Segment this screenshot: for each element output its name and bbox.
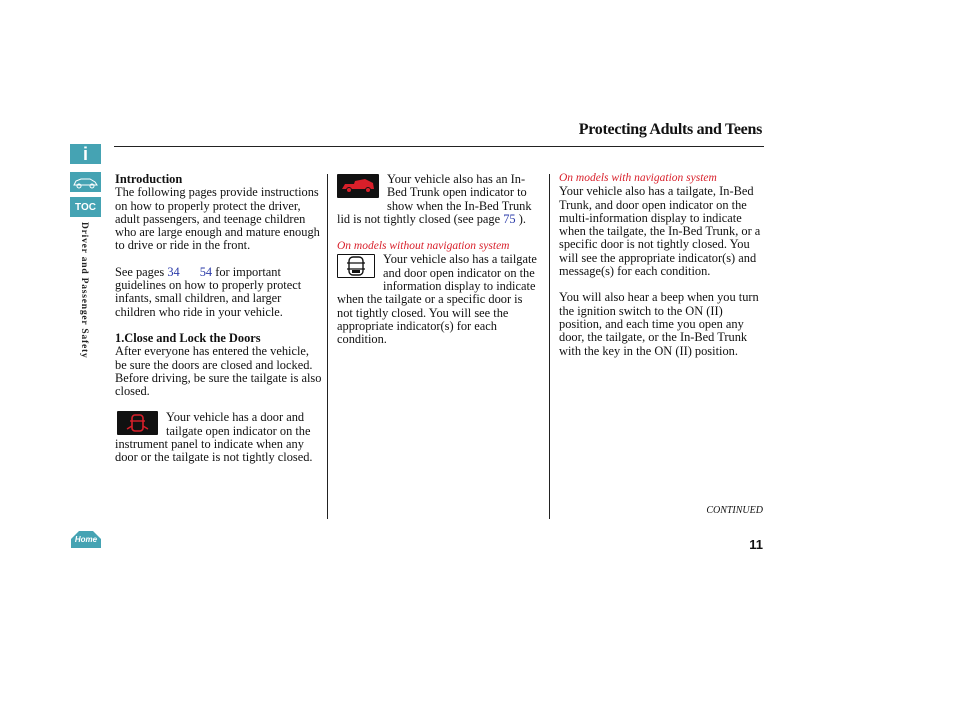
column-1: [115, 173, 323, 465]
car-icon: [70, 172, 101, 192]
page-number: 11: [749, 537, 763, 552]
trunk-open-indicator-icon: [337, 174, 379, 198]
page-link-34[interactable]: 34: [167, 264, 180, 279]
see-prefix: See pages: [115, 264, 168, 279]
page-link-54[interactable]: 54: [199, 264, 213, 279]
no-nav-paragraph: [337, 253, 541, 346]
section-label: Driver and Passenger Safety: [79, 222, 89, 359]
column-divider-1: [327, 174, 328, 519]
home-button[interactable]: [70, 530, 102, 549]
info-icon: i: [82, 144, 88, 164]
beep-text: You will also hear a beep when you turn the ignition switch to the ON (II) position, and each time you open any door, the tailgate, or the In-Bed Trunk with the key in the ON (II) position.: [559, 290, 759, 358]
toc-button[interactable]: [70, 197, 101, 217]
column-2: [337, 173, 541, 347]
header-rule: [114, 146, 764, 147]
trunk-text-suffix: ).: [515, 211, 526, 226]
toc-label: TOC: [75, 202, 96, 213]
home-label: Home: [74, 535, 98, 544]
intro-heading: Introduction: [115, 172, 183, 186]
no-nav-label: On models without navigation system: [337, 240, 510, 253]
trunk-indicator-paragraph: [337, 173, 541, 226]
see-pages-paragraph: [115, 266, 323, 319]
door-open-indicator-icon: [117, 411, 158, 435]
step-text: After everyone has entered the vehicle, be sure the doors are closed and locked. Before driving, be sure the tailgate is also closed.: [115, 344, 322, 399]
column-divider-2: [549, 174, 550, 519]
nav-label: On models with navigation system: [559, 172, 717, 184]
trunk-text-prefix: Your vehicle also has an In-Bed Trunk open indicator to show when the In-Bed Trunk lid is not tightly closed (see page: [337, 172, 532, 226]
door-indicator-text: Your vehicle has a door and tailgate open indicator on the instrument panel to indicate when any door or the tailgate is not tightly closed.: [115, 410, 313, 465]
info-button[interactable]: [70, 144, 101, 164]
tailgate-door-indicator-icon: [337, 254, 375, 278]
column-3: [559, 172, 764, 358]
nav-text: Your vehicle also has a tailgate, In-Bed Trunk, and door open indicator on the multi-information display to indicate when the tailgate, the In-Bed Trunk, or a specific door is not tightly closed. You will see the appropriate indicator(s) and message(s) for each condition.: [559, 184, 761, 279]
continued-label: CONTINUED: [706, 505, 763, 516]
step-heading: 1.Close and Lock the Doors: [115, 330, 261, 345]
no-nav-text: Your vehicle also has a tailgate and door open indicator on the information display to indicate when the tailgate or a specific door is not tightly closed. You will see the appropriate indicator(s) for each condition.: [337, 252, 537, 347]
see-suffix: for important guidelines on how to properly protect infants, small children, and larger children who ride in your vehicle.: [115, 264, 302, 319]
page-link-75[interactable]: 75: [503, 211, 516, 226]
car-index-button[interactable]: [70, 172, 101, 192]
intro-text: The following pages provide instructions on how to properly protect the driver, adult passengers, and teenage children who are large enough and mature enough to drive or ride in the front.: [115, 185, 320, 253]
page-title: Protecting Adults and Teens: [578, 121, 762, 138]
door-indicator-paragraph: [117, 411, 323, 464]
